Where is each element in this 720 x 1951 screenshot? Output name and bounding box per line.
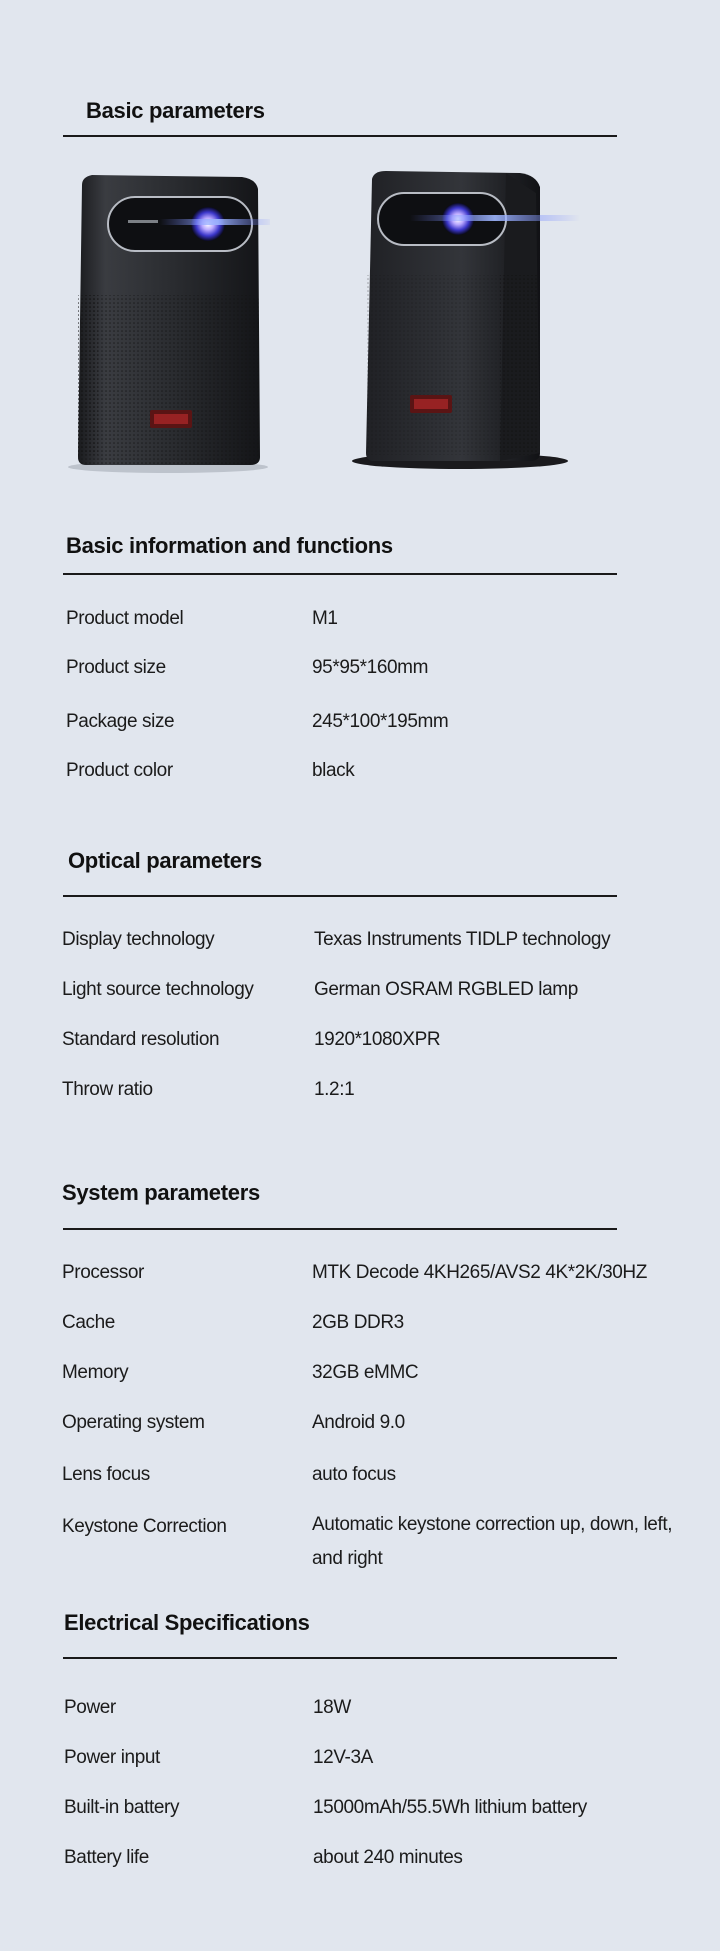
spec-value: auto focus bbox=[312, 1464, 396, 1485]
spec-value: 245*100*195mm bbox=[312, 711, 449, 732]
spec-label: Light source technology bbox=[62, 979, 254, 1000]
spec-value: MTK Decode 4KH265/AVS2 4K*2K/30HZ bbox=[312, 1262, 647, 1283]
spec-label: Product model bbox=[66, 608, 184, 629]
section-divider bbox=[63, 1228, 617, 1230]
section-divider bbox=[63, 135, 617, 137]
spec-label: Processor bbox=[62, 1262, 144, 1283]
spec-label: Standard resolution bbox=[62, 1029, 220, 1050]
section-title-optical-parameters: Optical parameters bbox=[68, 848, 262, 873]
spec-label: Power bbox=[64, 1697, 116, 1718]
spec-label: Battery life bbox=[64, 1847, 149, 1868]
projector-image-front bbox=[60, 165, 270, 475]
section-divider bbox=[63, 573, 617, 575]
spec-label: Lens focus bbox=[62, 1464, 150, 1485]
spec-value: black bbox=[312, 760, 355, 781]
spec-value: Android 9.0 bbox=[312, 1412, 405, 1433]
spec-value: 18W bbox=[313, 1697, 351, 1718]
spec-label: Cache bbox=[62, 1312, 115, 1333]
spec-value: 1920*1080XPR bbox=[314, 1029, 441, 1050]
section-title-basic-information: Basic information and functions bbox=[66, 533, 393, 558]
projector-image-angled bbox=[350, 165, 580, 475]
spec-value: 12V-3A bbox=[313, 1747, 373, 1768]
spec-value: 32GB eMMC bbox=[312, 1362, 419, 1383]
spec-value: 1.2:1 bbox=[314, 1079, 355, 1100]
spec-label: Keystone Correction bbox=[62, 1516, 227, 1537]
spec-value: M1 bbox=[312, 608, 338, 629]
spec-value: Texas Instruments TIDLP technology bbox=[314, 929, 611, 950]
spec-label: Memory bbox=[62, 1362, 129, 1383]
spec-label: Power input bbox=[64, 1747, 160, 1768]
section-title-system-parameters: System parameters bbox=[62, 1180, 260, 1205]
spec-value: 15000mAh/55.5Wh lithium battery bbox=[313, 1797, 587, 1818]
section-title-basic-parameters: Basic parameters bbox=[86, 98, 265, 123]
spec-value: about 240 minutes bbox=[313, 1847, 463, 1868]
spec-label: Package size bbox=[66, 711, 175, 732]
spec-label: Display technology bbox=[62, 929, 215, 950]
section-title-electrical-specifications: Electrical Specifications bbox=[64, 1610, 310, 1635]
spec-label: Operating system bbox=[62, 1412, 205, 1433]
spec-value: Automatic keystone correction up, down, left, and right bbox=[312, 1514, 673, 1569]
spec-label: Throw ratio bbox=[62, 1079, 153, 1100]
spec-label: Built-in battery bbox=[64, 1797, 180, 1818]
spec-value: 95*95*160mm bbox=[312, 657, 429, 678]
spec-value: German OSRAM RGBLED lamp bbox=[314, 979, 578, 1000]
spec-label: Product color bbox=[66, 760, 173, 781]
section-divider bbox=[63, 895, 617, 897]
spec-label: Product size bbox=[66, 657, 166, 678]
section-divider bbox=[63, 1657, 617, 1659]
spec-value: 2GB DDR3 bbox=[312, 1312, 404, 1333]
